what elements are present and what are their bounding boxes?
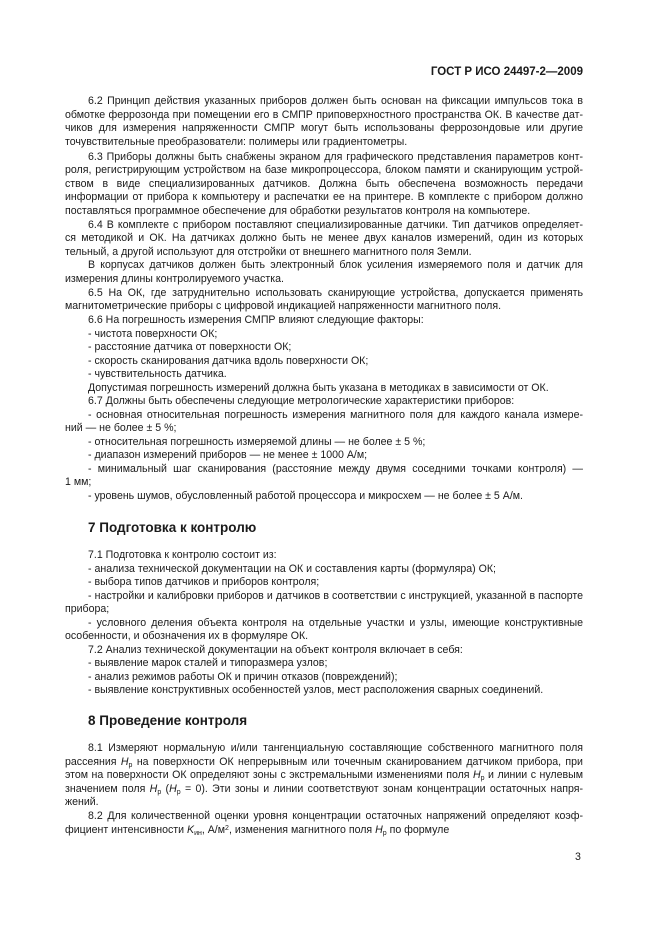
text-line: 7.2 Анализ технической документации на объект контроля включает в себя: — [88, 644, 463, 656]
text-span: ( — [161, 783, 170, 795]
text-span: значением поля — [65, 783, 150, 795]
symbol-H-p — [169, 783, 181, 795]
text-line — [65, 824, 583, 840]
text-span: H — [169, 783, 177, 795]
text-span: фициент интенсивности — [65, 824, 187, 836]
text-line: 6.3 Приборы должны быть снабжены экраном для графического представления параметров конт- — [88, 151, 583, 163]
text-line: магнитометрические приборы с цифровой индикацией напряженности магнитного поля. — [65, 300, 502, 312]
text-line: - уровень шумов, обусловленный работой процессора и микросхем — не более ± 5 А/м. — [88, 490, 523, 502]
text-line: В корпусах датчиков должен быть электронный блок усиления измеряемого поля и датчик для — [88, 259, 583, 271]
text-span: H — [375, 824, 383, 836]
text-line: жений. — [65, 796, 99, 808]
text-line: 6.7 Должны быть обеспечены следующие метрологические характеристики приборов: — [88, 395, 515, 407]
text-span: на поверхности ОК непрерывным или точечным сканированием датчиком прибора, при — [132, 756, 583, 768]
text-line — [65, 783, 583, 796]
text-line: - выявление конструктивных особенностей узлов, мест расположения сварных соединений. — [88, 684, 544, 696]
text-line: - скорость сканирования датчика вдоль поверхности ОК; — [88, 355, 369, 367]
text-line: прибора; — [65, 603, 110, 615]
text-line: - чистота поверхности ОК; — [88, 328, 218, 340]
text-line: - настройки и калибровки приборов и датчиков в соответствии с инструкцией, указанной в паспорте — [88, 590, 583, 602]
text-line: 6.4 В комплекте с прибором поставляют специализированные датчики. Тип датчиков определяет- — [88, 219, 583, 231]
text-line: - анализ режимов работы ОК и причин отказов (повреждений); — [88, 671, 398, 683]
text-line: тельный, а другой используют для отстройки от внешнего магнитного поля Земли. — [65, 246, 472, 258]
text-span: , А/м — [201, 824, 226, 836]
symbol-H-p — [473, 769, 485, 781]
text-line: - основная относительная погрешность измерения магнитного поля для каждого канала измере- — [88, 409, 583, 421]
text-span: H — [473, 769, 481, 781]
text-line: информации от прибора к компьютеру и распечатки ее на принтере. В комплекте с прибором должно — [65, 191, 583, 203]
subscript: р — [157, 789, 162, 796]
text-line: ся методикой и ОК. На датчиках должно быть не менее двух каналов измерений, один из которых — [65, 232, 583, 244]
text-line: 1 мм; — [65, 476, 92, 488]
text-line: особенности, и обозначения их в формуляре ОК. — [65, 630, 309, 642]
section-7-heading: 7 Подготовка к контролю — [88, 520, 257, 535]
text-span: , изменения магнитного поля — [228, 824, 376, 836]
text-line: ством в виде специализированных датчиков. Должна быть обеспечена возможность передачи — [65, 178, 583, 190]
text-line: Допустимая погрешность измерений должна быть указана в методиках в зависимости от ОК. — [88, 382, 549, 394]
text-span: = 0). Эти зоны и линии соответствуют зонам концентрации остаточных напря- — [180, 783, 583, 795]
text-line: - условного деления объекта контроля на отдельные участки и узлы, имеющие конструктивные — [88, 617, 583, 629]
text-line: 6.6 На погрешность измерения СМПР влияют следующие факторы: — [88, 314, 424, 326]
symbol-H-p — [375, 824, 387, 836]
text-line: ний — не более ± 5 %; — [65, 422, 177, 434]
subscript: ин — [194, 830, 202, 837]
text-line: поставляться программное обеспечение для обработки результатов контроля на компьютере. — [65, 205, 531, 217]
text-line — [65, 769, 583, 782]
text-line: обмотке феррозонда при помещении его в СМПР приповерхностного пространства ОК. В качестве дат- — [65, 109, 583, 121]
subscript: р — [128, 762, 133, 769]
text-line: - анализа технической документации на ОК и составления карты (формуляра) ОК; — [88, 563, 496, 575]
text-line: измерения длины контролируемого участка. — [65, 273, 284, 285]
symbol-H-p — [121, 756, 133, 768]
text-span: рассеяния — [65, 756, 121, 768]
text-line: 6.5 На ОК, где затруднительно использовать сканирующие устройства, допускается применять — [88, 287, 583, 299]
text-line: 7.1 Подготовка к контролю состоит из: — [88, 549, 277, 561]
subscript: р — [480, 775, 485, 782]
text-line: - выбора типов датчиков и приборов контроля; — [88, 576, 320, 588]
text-line: - расстояние датчика от поверхности ОК; — [88, 341, 292, 353]
text-span: H — [149, 783, 158, 795]
text-line — [65, 756, 583, 769]
text-line: - диапазон измерений приборов — не менее ± 1000 А/м; — [88, 449, 368, 461]
text-span: по формуле — [386, 824, 450, 836]
document-code-header: ГОСТ Р ИСО 24497-2—2009 — [430, 66, 583, 78]
page-number: 3 — [575, 851, 581, 863]
text-line: роля, регистрирующим устройством на базе микропроцессора, блоком памяти и сканирующим устрой- — [65, 164, 583, 176]
symbol-H-p — [150, 783, 162, 795]
section-8-heading: 8 Проведение контроля — [88, 713, 248, 728]
text-line: - относительная погрешность измеряемой длины — не более ± 5 %; — [88, 436, 426, 448]
text-line: 6.2 Принцип действия указанных приборов должен быть основан на фиксации импульсов тока в — [88, 95, 583, 107]
text-line: - минимальный шаг сканирования (расстояние между двумя соседними точками контроля) — — [88, 463, 583, 475]
symbol-K-in — [187, 824, 202, 836]
subscript: р — [382, 830, 387, 837]
text-line: 8.1 Измеряют нормальную и/или тангенциальную составляющие собственного магнитного поля — [88, 742, 583, 754]
text-span: K — [187, 824, 195, 836]
text-line: точувствительные преобразователи: полимеры или градиентометры. — [65, 136, 408, 148]
subscript: р — [176, 789, 181, 796]
text-line: чиков для измерения напряженности СМПР могут быть использованы феррозондовые или другие — [65, 122, 583, 134]
superscript: 2 — [225, 825, 229, 832]
text-span: этом на поверхности ОК определяют зоны с экстремальными изменениями поля — [65, 769, 474, 781]
text-line: - выявление марок сталей и типоразмера узлов; — [88, 657, 328, 669]
text-span: H — [120, 756, 129, 768]
text-line: 8.2 Для количественной оценки уровня концентрации остаточных напряжений определяют коэф- — [88, 810, 583, 822]
text-span: и линии с нулевым — [484, 769, 583, 781]
text-line: - чувствительность датчика. — [88, 368, 227, 380]
